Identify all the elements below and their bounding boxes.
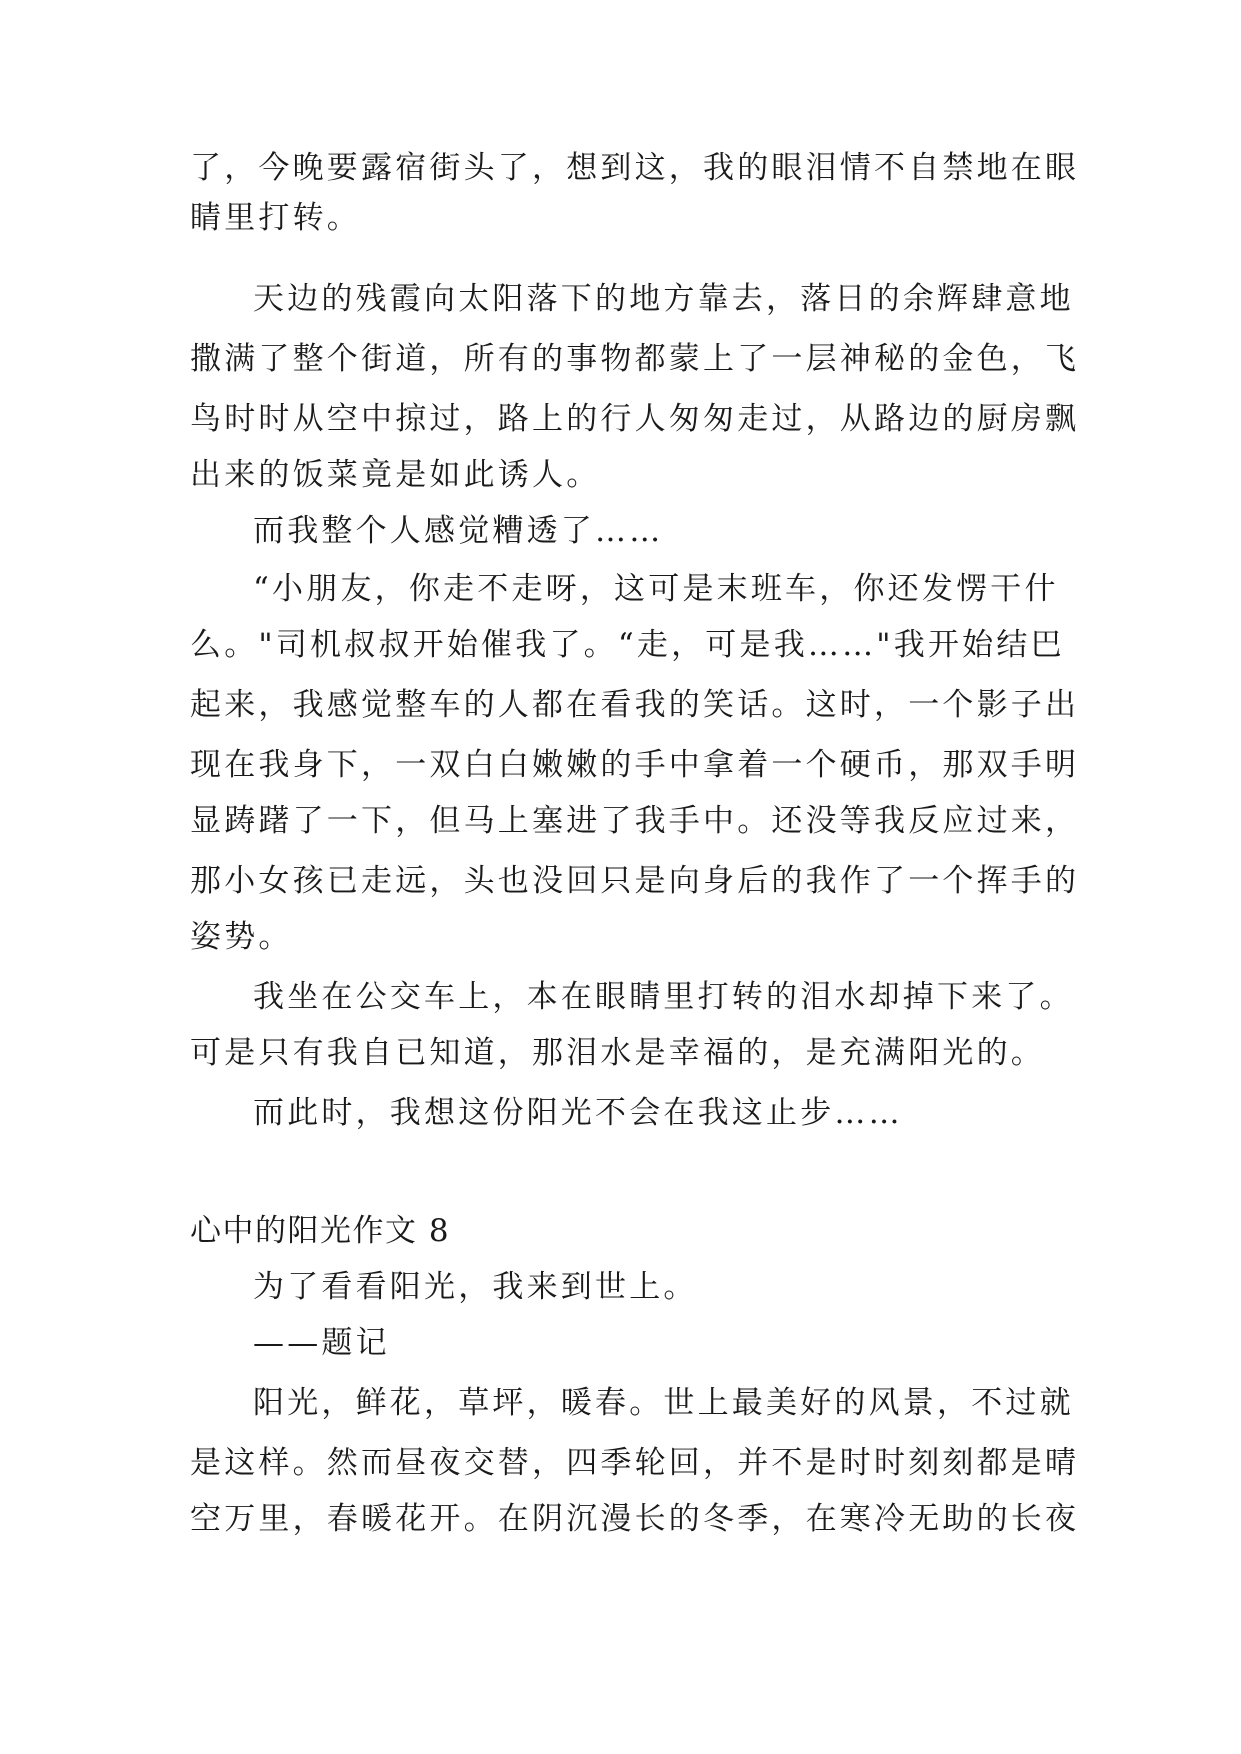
- text-line: 可是只有我自已知道，那泪水是幸福的，是充满阳光的。: [190, 1035, 1045, 1071]
- text-line: 空万里，春暖花开。在阴沉漫长的冬季，在寒冷无助的长夜: [190, 1501, 1080, 1537]
- text-line: 鸟时时从空中掠过，路上的行人匆匆走过，从路边的厨房飘: [190, 401, 1080, 437]
- text-line: 是这样。然而昼夜交替，四季轮回，并不是时时刻刻都是晴: [190, 1445, 1080, 1481]
- paragraph-first-line: 天边的残霞向太阳落下的地方靠去，落日的余辉肆意地: [253, 281, 1074, 317]
- text-line: 了，今晚要露宿街头了，想到这，我的眼泪情不自禁地在眼: [190, 150, 1080, 186]
- text-line: 姿势。: [190, 919, 293, 955]
- text-line: 出来的饭菜竟是如此诱人。: [190, 457, 601, 493]
- text-line: 起来，我感觉整车的人都在看我的笑话。这时，一个影子出: [190, 687, 1080, 723]
- text-line: 么。"司机叔叔开始催我了。“走，可是我……"我开始结巴: [190, 627, 1065, 663]
- paragraph-first-line: 我坐在公交车上，本在眼睛里打转的泪水却掉下来了。: [253, 979, 1074, 1015]
- text-line: 撒满了整个街道，所有的事物都蒙上了一层神秘的金色，飞: [190, 341, 1080, 377]
- text-line: 显踌躇了一下，但马上塞进了我手中。还没等我反应过来，: [190, 803, 1080, 839]
- section-heading: 心中的阳光作文 8: [190, 1213, 451, 1249]
- text-line: 那小女孩已走远，头也没回只是向身后的我作了一个挥手的: [190, 863, 1080, 899]
- paragraph-first-line: 而我整个人感觉糟透了……: [253, 513, 664, 549]
- text-line: 现在我身下，一双白白嫩嫩的手中拿着一个硬币，那双手明: [190, 747, 1080, 783]
- paragraph-first-line: 而此时，我想这份阳光不会在我这止步……: [253, 1095, 903, 1131]
- paragraph-first-line: 阳光，鲜花，草坪，暖春。世上最美好的风景，不过就: [253, 1385, 1074, 1421]
- text-line: 睛里打转。: [190, 200, 361, 236]
- paragraph-first-line: 为了看看阳光，我来到世上。: [253, 1269, 698, 1305]
- epigraph-attribution: ——题记: [253, 1325, 390, 1361]
- paragraph-first-line: “小朋友，你走不走呀，这可是末班车，你还发愣干什: [253, 571, 1059, 607]
